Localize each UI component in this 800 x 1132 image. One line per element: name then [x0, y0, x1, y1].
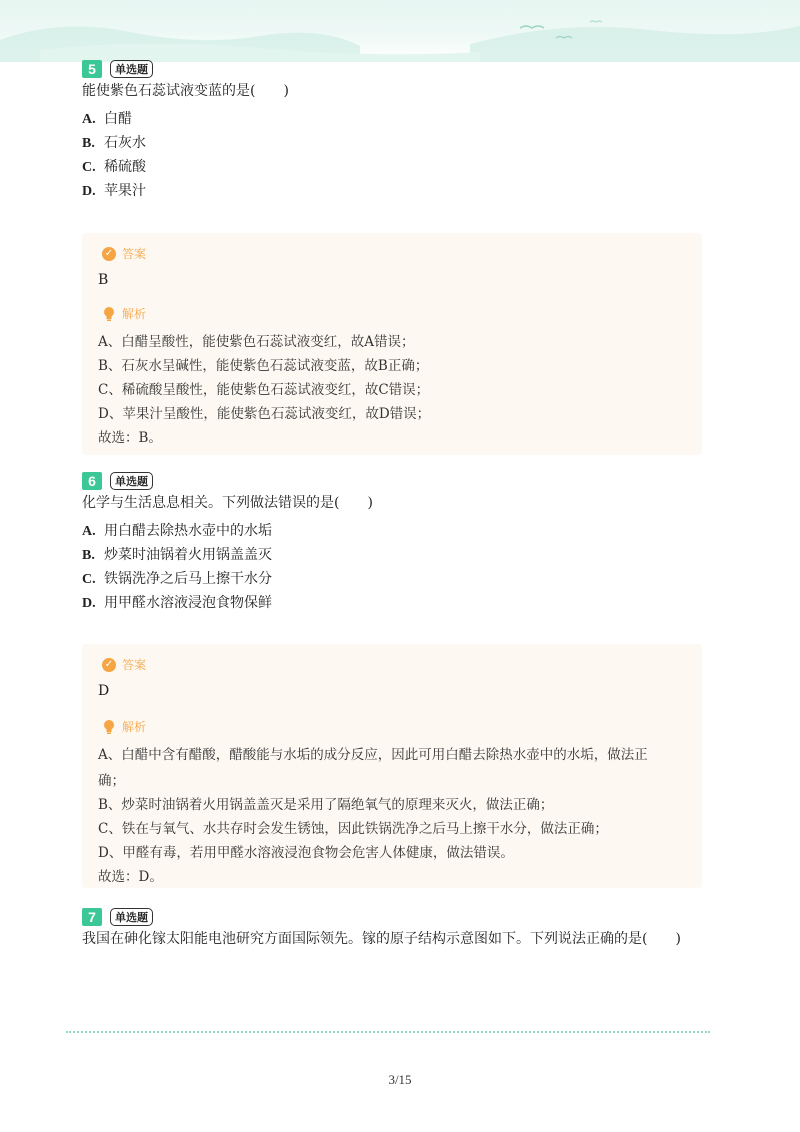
answer-section-label: [102, 656, 146, 673]
answer-panel: [82, 644, 702, 888]
header-banner: [0, 0, 800, 62]
option-letter: C.: [82, 160, 96, 175]
question-type-tag: 单选题: [110, 908, 153, 926]
analysis-label-text: 解析: [122, 307, 147, 321]
analysis-line: B、炒菜时油锅着火用锅盖盖灭是采用了隔绝氧气的原理来灭火，做法正确；: [98, 797, 554, 813]
check-circle-icon: ✓: [102, 247, 116, 261]
analysis-line: D、甲醛有毒，若用甲醛水溶液浸泡食物会危害人体健康，做法错误。: [98, 845, 514, 861]
answer-section-label: [102, 245, 146, 262]
footer-divider: [66, 1031, 710, 1033]
page-number: 3/15: [388, 1072, 412, 1087]
option-text: 用甲醛水溶液浸泡食物保鲜: [104, 595, 272, 611]
answer-value: D: [98, 683, 110, 699]
check-circle-icon: ✓: [102, 658, 116, 672]
option-b: [82, 546, 272, 565]
answer-label-text: 答案: [122, 247, 147, 261]
lightbulb-icon: [102, 306, 116, 322]
option-text: 稀硫酸: [104, 159, 146, 175]
answer-value: B: [98, 272, 109, 288]
option-c: [82, 158, 146, 177]
question-type-tag: 单选题: [110, 472, 153, 490]
landscape-decoration: [0, 0, 800, 62]
analysis-label-text: 解析: [122, 720, 147, 734]
question-type-tag: 单选题: [110, 60, 153, 78]
option-text: 炒菜时油锅着火用锅盖盖灭: [104, 547, 272, 563]
option-d: [82, 182, 146, 201]
analysis-line: 确；: [98, 773, 125, 789]
answer-label-text: 答案: [122, 658, 147, 672]
analysis-line: C、稀硫酸呈酸性，能使紫色石蕊试液变红，故C错误；: [98, 382, 430, 398]
question-stem: 能使紫色石蕊试液变蓝的是( ): [82, 83, 289, 99]
answer-panel: [82, 233, 702, 455]
option-text: 用白醋去除热水壶中的水垢: [104, 523, 272, 539]
option-letter: A.: [82, 524, 96, 539]
bird-icon: [590, 21, 602, 22]
option-letter: B.: [82, 136, 95, 151]
analysis-section-label: [102, 305, 146, 322]
analysis-line: C、铁在与氧气、水共存时会发生锈蚀，因此铁锅洗净之后马上擦干水分，做法正确；: [98, 821, 608, 837]
question-number: 6: [82, 472, 102, 490]
option-a: [82, 522, 272, 541]
question-number: 7: [82, 908, 102, 926]
option-letter: B.: [82, 548, 95, 563]
option-text: 石灰水: [104, 135, 146, 151]
option-c: [82, 570, 272, 589]
option-a: [82, 110, 132, 129]
analysis-section-label: [102, 718, 146, 735]
analysis-line: 故选：B。: [98, 430, 162, 446]
question-header: [82, 908, 153, 926]
option-letter: C.: [82, 572, 96, 587]
option-letter: D.: [82, 596, 96, 611]
option-letter: A.: [82, 112, 96, 127]
bird-icon: [520, 26, 544, 28]
analysis-line: 故选：D。: [98, 869, 163, 885]
option-text: 白醋: [104, 111, 132, 127]
analysis-line: B、石灰水呈碱性，能使紫色石蕊试液变蓝，故B正确；: [98, 358, 429, 374]
option-letter: D.: [82, 184, 96, 199]
analysis-line: A、白醋中含有醋酸，醋酸能与水垢的成分反应，因此可用白醋去除热水壶中的水垢，做法正: [98, 747, 648, 763]
option-text: 铁锅洗净之后马上擦干水分: [104, 571, 272, 587]
analysis-line: A、白醋呈酸性，能使紫色石蕊试液变红，故A错误；: [98, 334, 415, 350]
question-stem: 化学与生活息息相关。下列做法错误的是( ): [82, 495, 373, 511]
option-b: [82, 134, 146, 153]
question-number: 5: [82, 60, 102, 78]
question-header: [82, 60, 153, 78]
lightbulb-icon: [102, 719, 116, 735]
question-header: [82, 472, 153, 490]
option-d: [82, 594, 272, 613]
option-text: 苹果汁: [104, 183, 146, 199]
question-stem: 我国在砷化镓太阳能电池研究方面国际领先。镓的原子结构示意图如下。下列说法正确的是( ): [82, 931, 681, 947]
analysis-line: D、苹果汁呈酸性，能使紫色石蕊试液变红，故D错误；: [98, 406, 431, 422]
